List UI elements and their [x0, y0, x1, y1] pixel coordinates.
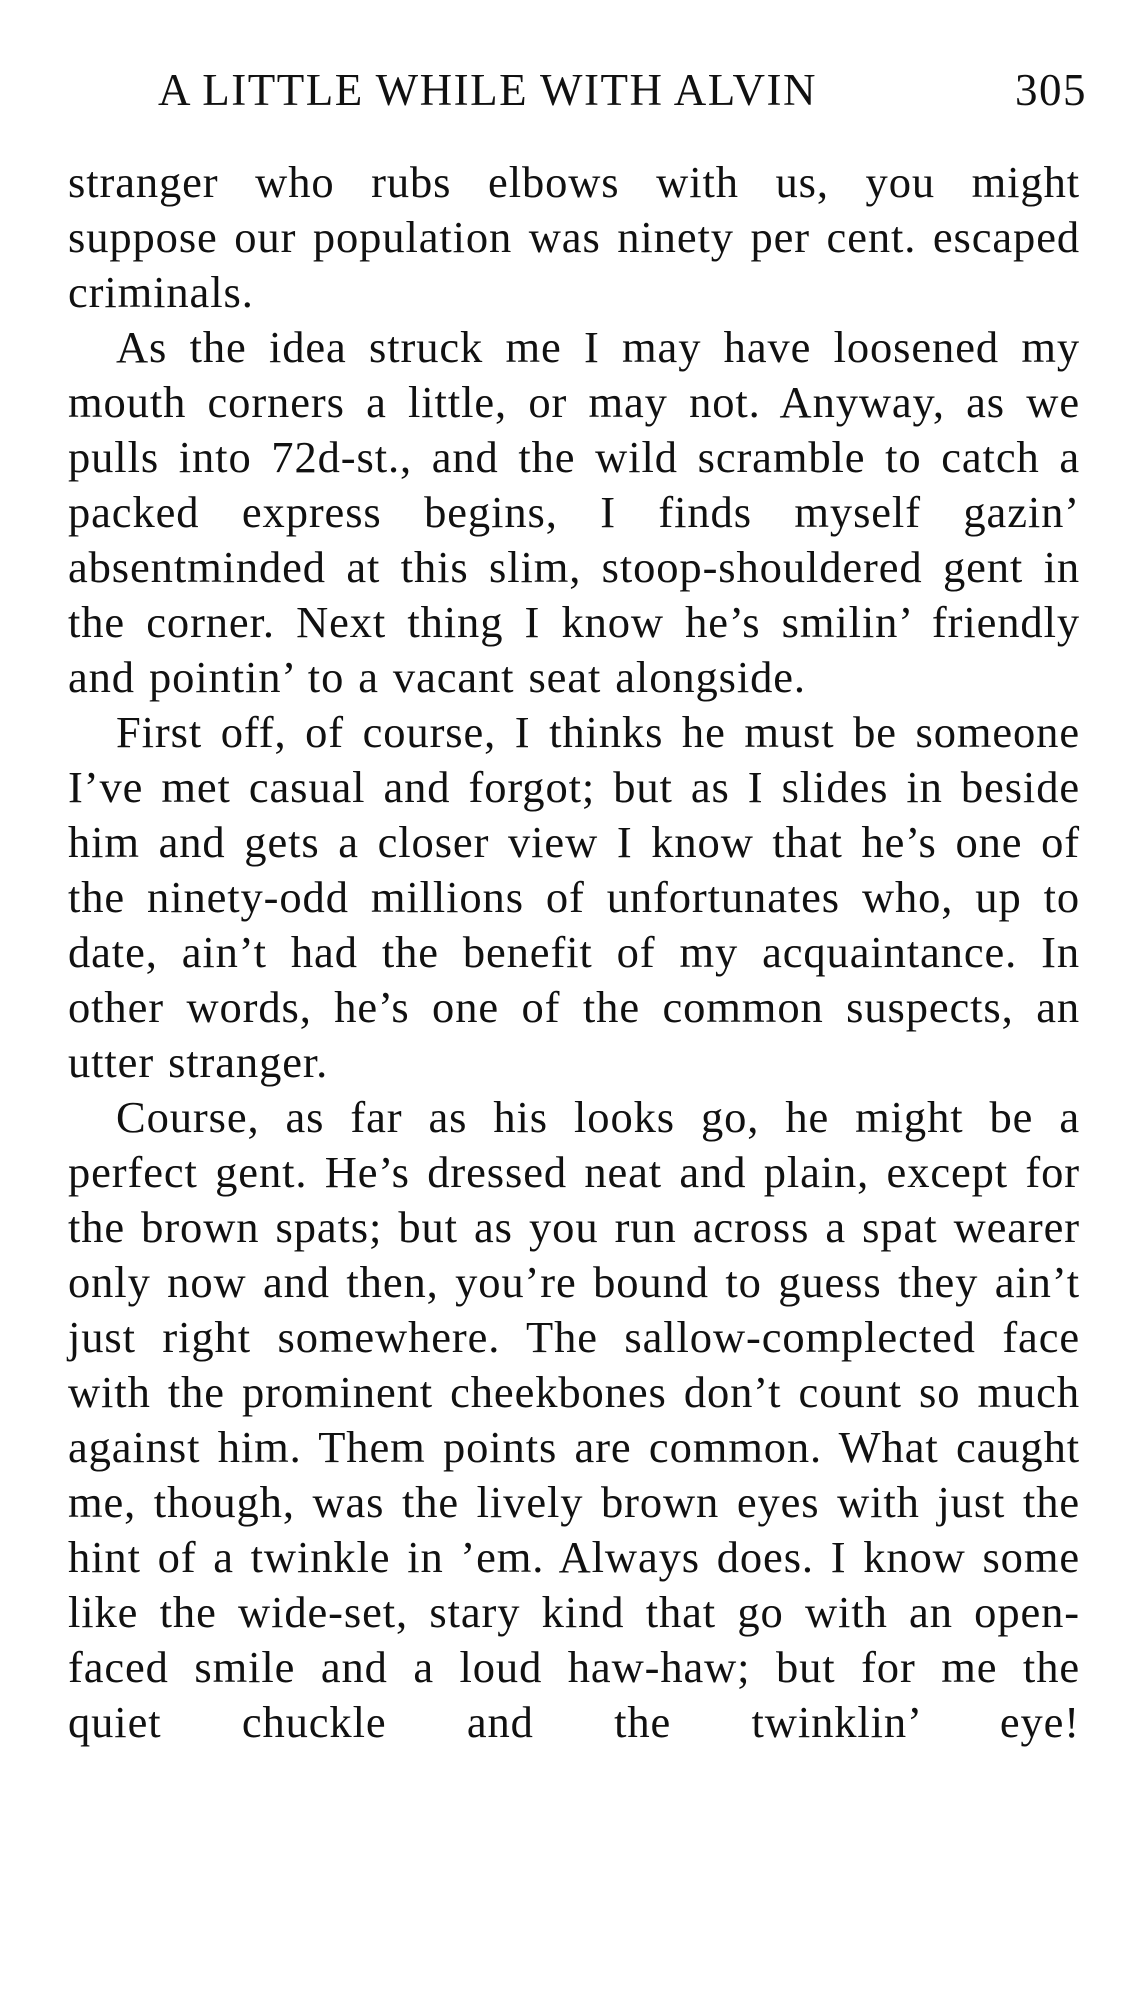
page-number: 305 [1015, 65, 1087, 115]
body-text [68, 155, 1080, 1750]
paragraph: First off, of course, I thinks he must be someone I’ve met casual and forgot; but as I slides in beside him and gets a closer view I know that he’s one of the ninety-odd millions of unfortunates who, up to date, ain’t had the benefit of my acquaintance. In other words, he’s one of the common suspects, an utter stranger. [68, 707, 1080, 1087]
paragraph-continued: stranger who rubs elbows with us, you might suppose our population was ninety per cent. escaped criminals. [68, 157, 1080, 317]
running-header [158, 64, 1087, 124]
paragraph: Course, as far as his looks go, he might be a perfect gent. He’s dressed neat and plain, except for the brown spats; but as you run across a spat wearer only now and then, you’re bound to guess they ain’t just right somewhere. The sallow-complected face with the prominent cheekbones don’t count so much against him. Them points are common. What caught me, though, was the lively brown eyes with just the hint of a twinkle in ’em. Always does. I know some like the wide-set, stary kind that go with an open-faced smile and a loud haw-haw; but for me the quiet chuckle and the twinklin’ eye! [68, 1092, 1080, 1747]
running-title: A LITTLE WHILE WITH ALVIN [158, 65, 818, 115]
paragraph: As the idea struck me I may have loosened my mouth corners a little, or may not. Anyway, as we pulls into 72d-st., and the wild scramble to catch a packed express begins, I finds myself gazin’ absentminded at this slim, stoop-shouldered gent in the corner. Next thing I know he’s smilin’ friendly and pointin’ to a vacant seat alongside. [68, 322, 1080, 702]
